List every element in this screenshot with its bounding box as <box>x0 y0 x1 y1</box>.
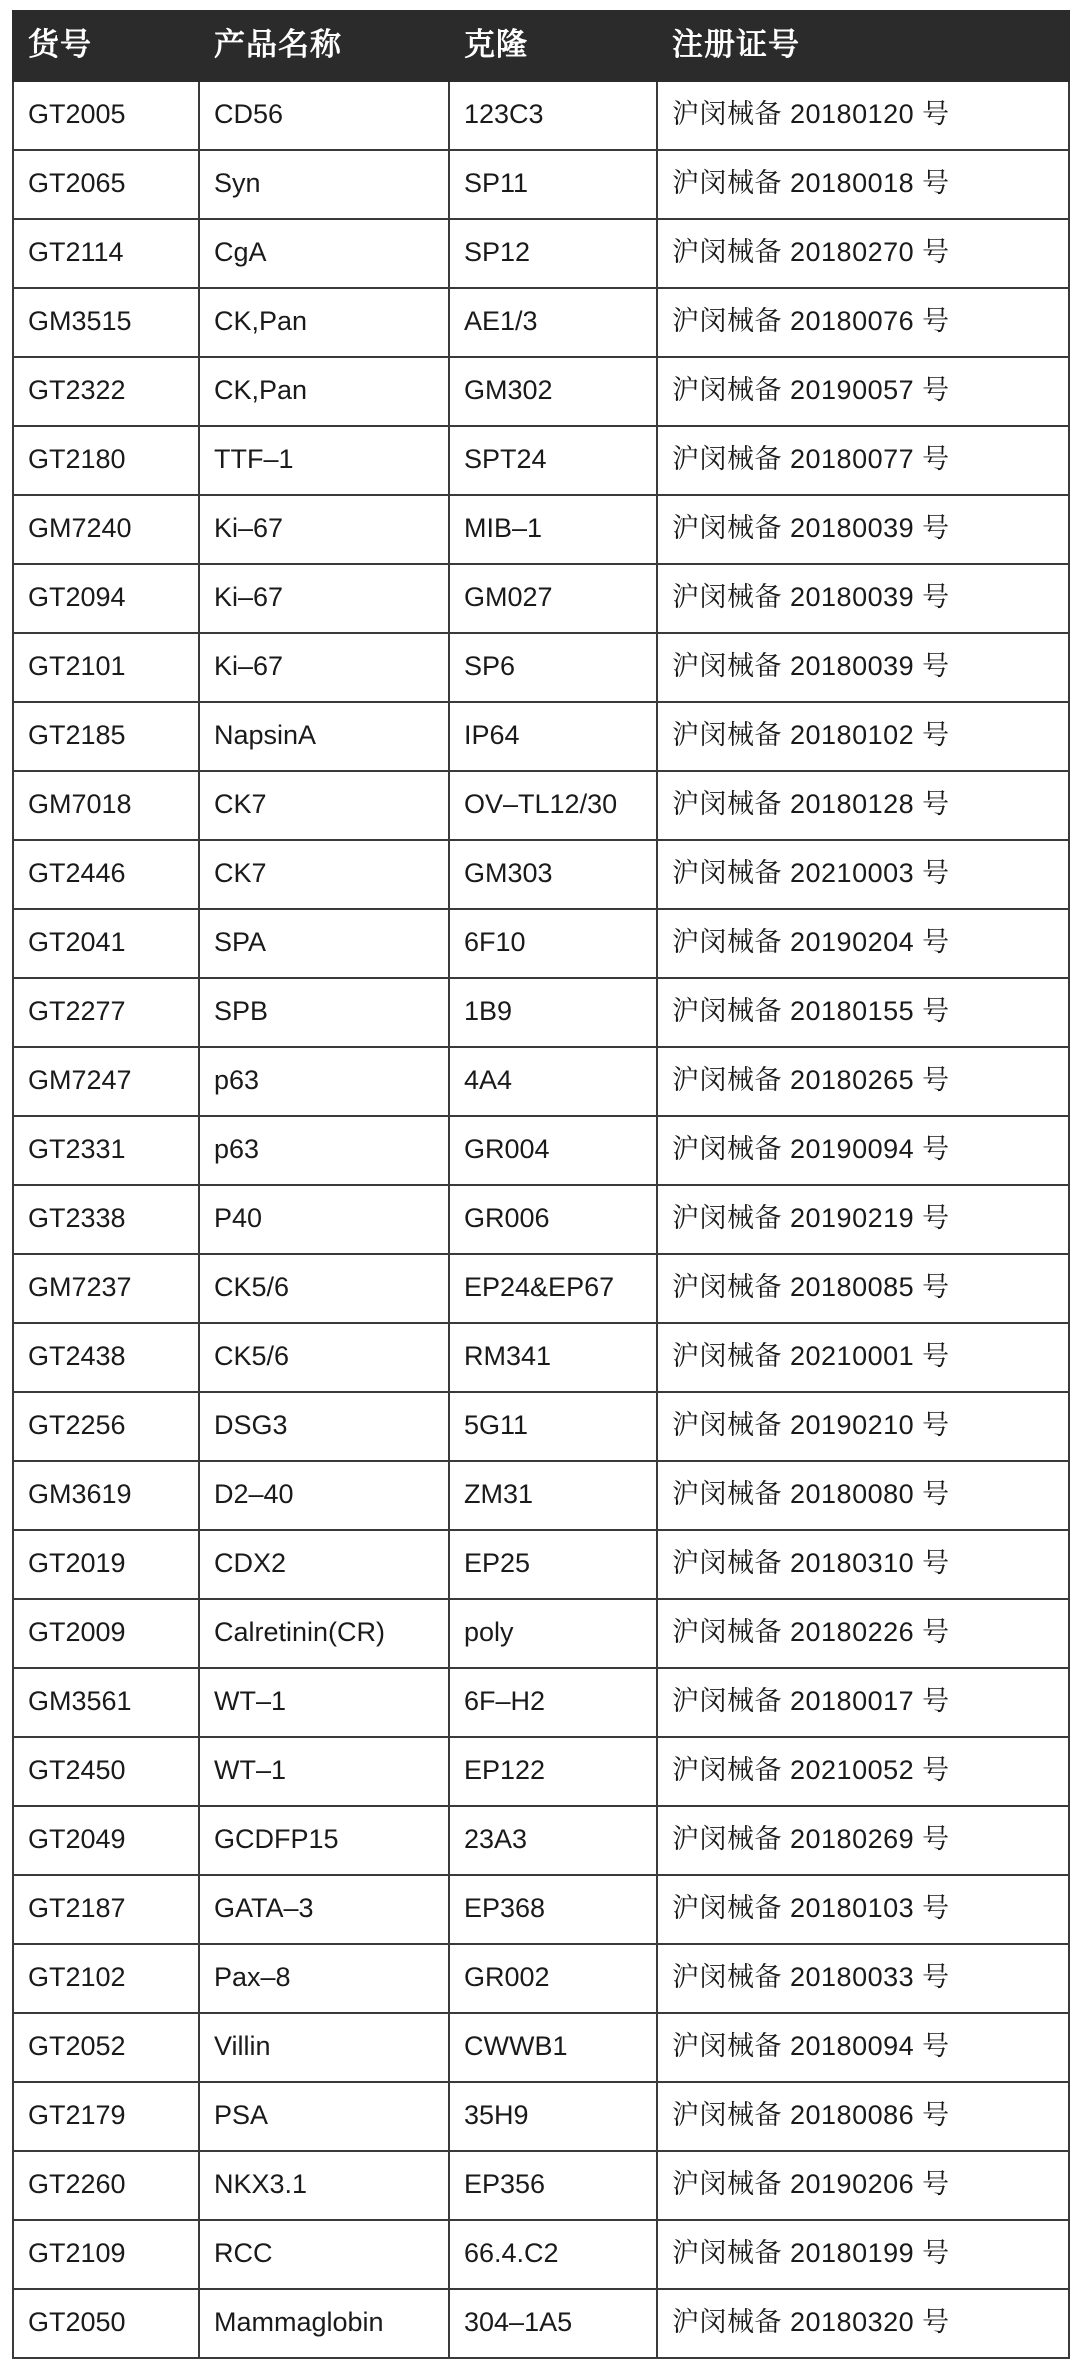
cell-catalog-number: GT2041 <box>13 909 199 978</box>
cell-product-name: TTF–1 <box>199 426 449 495</box>
cell-catalog-number: GM3619 <box>13 1461 199 1530</box>
cell-catalog-number: GT2185 <box>13 702 199 771</box>
cell-catalog-number: GM7018 <box>13 771 199 840</box>
cell-cert: 沪闵械备 20180128 号 <box>657 771 1069 840</box>
cell-cert: 沪闵械备 20180017 号 <box>657 1668 1069 1737</box>
cell-clone: 6F–H2 <box>449 1668 657 1737</box>
cell-cert: 沪闵械备 20180226 号 <box>657 1599 1069 1668</box>
table-row <box>13 564 1069 633</box>
cell-product-name: Ki–67 <box>199 495 449 564</box>
cell-product-name: GATA–3 <box>199 1875 449 1944</box>
cell-cert: 沪闵械备 20190204 号 <box>657 909 1069 978</box>
cell-clone: GR004 <box>449 1116 657 1185</box>
cell-catalog-number: GT2094 <box>13 564 199 633</box>
cell-catalog-number: GT2277 <box>13 978 199 1047</box>
table-row <box>13 1116 1069 1185</box>
cell-product-name: Mammaglobin <box>199 2289 449 2358</box>
cell-cert: 沪闵械备 20190219 号 <box>657 1185 1069 1254</box>
column-header-clone: 克隆 <box>449 11 657 81</box>
cell-catalog-number: GM7247 <box>13 1047 199 1116</box>
table-row <box>13 2220 1069 2289</box>
table-row <box>13 1737 1069 1806</box>
cell-cert: 沪闵械备 20180033 号 <box>657 1944 1069 2013</box>
table-row <box>13 1668 1069 1737</box>
cell-cert: 沪闵械备 20180103 号 <box>657 1875 1069 1944</box>
cell-catalog-number: GT2331 <box>13 1116 199 1185</box>
cell-cert: 沪闵械备 20180120 号 <box>657 81 1069 150</box>
cell-catalog-number: GT2338 <box>13 1185 199 1254</box>
cell-clone: EP25 <box>449 1530 657 1599</box>
cell-cert: 沪闵械备 20180077 号 <box>657 426 1069 495</box>
cell-clone: AE1/3 <box>449 288 657 357</box>
cell-catalog-number: GM7237 <box>13 1254 199 1323</box>
table-row <box>13 219 1069 288</box>
cell-product-name: NKX3.1 <box>199 2151 449 2220</box>
cell-cert: 沪闵械备 20180265 号 <box>657 1047 1069 1116</box>
cell-product-name: Villin <box>199 2013 449 2082</box>
table-row <box>13 357 1069 426</box>
table-row <box>13 2289 1069 2358</box>
cell-product-name: Ki–67 <box>199 564 449 633</box>
cell-product-name: GCDFP15 <box>199 1806 449 1875</box>
cell-clone: EP356 <box>449 2151 657 2220</box>
table-body <box>13 81 1069 2358</box>
cell-catalog-number: GT2322 <box>13 357 199 426</box>
cell-cert: 沪闵械备 20180094 号 <box>657 2013 1069 2082</box>
cell-clone: CWWB1 <box>449 2013 657 2082</box>
column-header-product-name: 产品名称 <box>199 11 449 81</box>
cell-cert: 沪闵械备 20190206 号 <box>657 2151 1069 2220</box>
cell-catalog-number: GM7240 <box>13 495 199 564</box>
cell-catalog-number: GM3515 <box>13 288 199 357</box>
cell-catalog-number: GT2187 <box>13 1875 199 1944</box>
cell-clone: RM341 <box>449 1323 657 1392</box>
cell-product-name: DSG3 <box>199 1392 449 1461</box>
table-row <box>13 1806 1069 1875</box>
cell-product-name: Syn <box>199 150 449 219</box>
cell-catalog-number: GT2102 <box>13 1944 199 2013</box>
cell-product-name: CD56 <box>199 81 449 150</box>
table-header-row <box>13 11 1069 81</box>
table-row <box>13 1875 1069 1944</box>
cell-catalog-number: GT2049 <box>13 1806 199 1875</box>
cell-cert: 沪闵械备 20180199 号 <box>657 2220 1069 2289</box>
table-row <box>13 1323 1069 1392</box>
cell-catalog-number: GT2260 <box>13 2151 199 2220</box>
table-header <box>13 11 1069 81</box>
cell-cert: 沪闵械备 20180080 号 <box>657 1461 1069 1530</box>
cell-product-name: PSA <box>199 2082 449 2151</box>
cell-clone: SP6 <box>449 633 657 702</box>
cell-product-name: CK7 <box>199 771 449 840</box>
cell-cert: 沪闵械备 20210052 号 <box>657 1737 1069 1806</box>
cell-cert: 沪闵械备 20180102 号 <box>657 702 1069 771</box>
cell-catalog-number: GT2109 <box>13 2220 199 2289</box>
cell-clone: poly <box>449 1599 657 1668</box>
cell-catalog-number: GT2050 <box>13 2289 199 2358</box>
cell-cert: 沪闵械备 20210003 号 <box>657 840 1069 909</box>
cell-cert: 沪闵械备 20180155 号 <box>657 978 1069 1047</box>
cell-clone: 23A3 <box>449 1806 657 1875</box>
cell-catalog-number: GT2179 <box>13 2082 199 2151</box>
cell-cert: 沪闵械备 20180085 号 <box>657 1254 1069 1323</box>
cell-clone: 6F10 <box>449 909 657 978</box>
table-row <box>13 288 1069 357</box>
table-row <box>13 771 1069 840</box>
cell-product-name: NapsinA <box>199 702 449 771</box>
cell-cert: 沪闵械备 20190057 号 <box>657 357 1069 426</box>
cell-product-name: CK5/6 <box>199 1254 449 1323</box>
cell-product-name: p63 <box>199 1047 449 1116</box>
column-header-catalog-number: 货号 <box>13 11 199 81</box>
column-header-registration-number: 注册证号 <box>657 11 1069 81</box>
cell-catalog-number: GT2450 <box>13 1737 199 1806</box>
cell-product-name: CDX2 <box>199 1530 449 1599</box>
cell-clone: GM303 <box>449 840 657 909</box>
cell-cert: 沪闵械备 20180039 号 <box>657 495 1069 564</box>
cell-clone: GM302 <box>449 357 657 426</box>
cell-clone: 123C3 <box>449 81 657 150</box>
cell-cert: 沪闵械备 20180320 号 <box>657 2289 1069 2358</box>
cell-clone: SP11 <box>449 150 657 219</box>
table-row <box>13 2151 1069 2220</box>
cell-clone: ZM31 <box>449 1461 657 1530</box>
cell-cert: 沪闵械备 20190210 号 <box>657 1392 1069 1461</box>
cell-catalog-number: GT2052 <box>13 2013 199 2082</box>
table-row <box>13 2013 1069 2082</box>
table-row <box>13 702 1069 771</box>
table-row <box>13 1392 1069 1461</box>
cell-catalog-number: GT2005 <box>13 81 199 150</box>
cell-catalog-number: GT2019 <box>13 1530 199 1599</box>
cell-cert: 沪闵械备 20180269 号 <box>657 1806 1069 1875</box>
table-row <box>13 1461 1069 1530</box>
cell-cert: 沪闵械备 20180018 号 <box>657 150 1069 219</box>
cell-clone: OV–TL12/30 <box>449 771 657 840</box>
cell-clone: IP64 <box>449 702 657 771</box>
cell-product-name: Pax–8 <box>199 1944 449 2013</box>
cell-clone: 4A4 <box>449 1047 657 1116</box>
cell-catalog-number: GT2180 <box>13 426 199 495</box>
cell-clone: GR002 <box>449 1944 657 2013</box>
cell-catalog-number: GT2065 <box>13 150 199 219</box>
cell-product-name: P40 <box>199 1185 449 1254</box>
cell-clone: MIB–1 <box>449 495 657 564</box>
cell-cert: 沪闵械备 20180270 号 <box>657 219 1069 288</box>
table-row <box>13 1599 1069 1668</box>
cell-product-name: p63 <box>199 1116 449 1185</box>
cell-clone: GM027 <box>449 564 657 633</box>
cell-product-name: CK,Pan <box>199 357 449 426</box>
table-row <box>13 1047 1069 1116</box>
cell-product-name: WT–1 <box>199 1668 449 1737</box>
table-row <box>13 909 1069 978</box>
cell-product-name: CK,Pan <box>199 288 449 357</box>
cell-product-name: D2–40 <box>199 1461 449 1530</box>
table-row <box>13 426 1069 495</box>
cell-product-name: RCC <box>199 2220 449 2289</box>
table-row <box>13 81 1069 150</box>
cell-cert: 沪闵械备 20180039 号 <box>657 633 1069 702</box>
cell-product-name: Calretinin(CR) <box>199 1599 449 1668</box>
cell-product-name: CK7 <box>199 840 449 909</box>
cell-clone: GR006 <box>449 1185 657 1254</box>
cell-product-name: SPA <box>199 909 449 978</box>
table-row <box>13 150 1069 219</box>
table-row <box>13 840 1069 909</box>
cell-catalog-number: GT2446 <box>13 840 199 909</box>
cell-clone: 66.4.C2 <box>449 2220 657 2289</box>
table-row <box>13 495 1069 564</box>
cell-catalog-number: GT2256 <box>13 1392 199 1461</box>
cell-cert: 沪闵械备 20180086 号 <box>657 2082 1069 2151</box>
cell-catalog-number: GT2101 <box>13 633 199 702</box>
cell-cert: 沪闵械备 20190094 号 <box>657 1116 1069 1185</box>
table-row <box>13 1185 1069 1254</box>
table-row <box>13 1530 1069 1599</box>
cell-clone: EP368 <box>449 1875 657 1944</box>
cell-clone: SP12 <box>449 219 657 288</box>
cell-clone: 1B9 <box>449 978 657 1047</box>
table-row <box>13 978 1069 1047</box>
cell-product-name: WT–1 <box>199 1737 449 1806</box>
cell-cert: 沪闵械备 20210001 号 <box>657 1323 1069 1392</box>
cell-product-name: Ki–67 <box>199 633 449 702</box>
cell-catalog-number: GT2438 <box>13 1323 199 1392</box>
cell-product-name: CgA <box>199 219 449 288</box>
cell-clone: 304–1A5 <box>449 2289 657 2358</box>
table-row <box>13 2082 1069 2151</box>
cell-clone: EP122 <box>449 1737 657 1806</box>
cell-catalog-number: GM3561 <box>13 1668 199 1737</box>
table-row <box>13 1254 1069 1323</box>
cell-clone: EP24&EP67 <box>449 1254 657 1323</box>
cell-cert: 沪闵械备 20180039 号 <box>657 564 1069 633</box>
cell-cert: 沪闵械备 20180076 号 <box>657 288 1069 357</box>
table-row <box>13 1944 1069 2013</box>
cell-clone: 5G11 <box>449 1392 657 1461</box>
cell-cert: 沪闵械备 20180310 号 <box>657 1530 1069 1599</box>
cell-clone: SPT24 <box>449 426 657 495</box>
cell-product-name: CK5/6 <box>199 1323 449 1392</box>
cell-clone: 35H9 <box>449 2082 657 2151</box>
cell-catalog-number: GT2114 <box>13 219 199 288</box>
cell-product-name: SPB <box>199 978 449 1047</box>
antibody-product-table <box>12 10 1070 2359</box>
table-row <box>13 633 1069 702</box>
cell-catalog-number: GT2009 <box>13 1599 199 1668</box>
